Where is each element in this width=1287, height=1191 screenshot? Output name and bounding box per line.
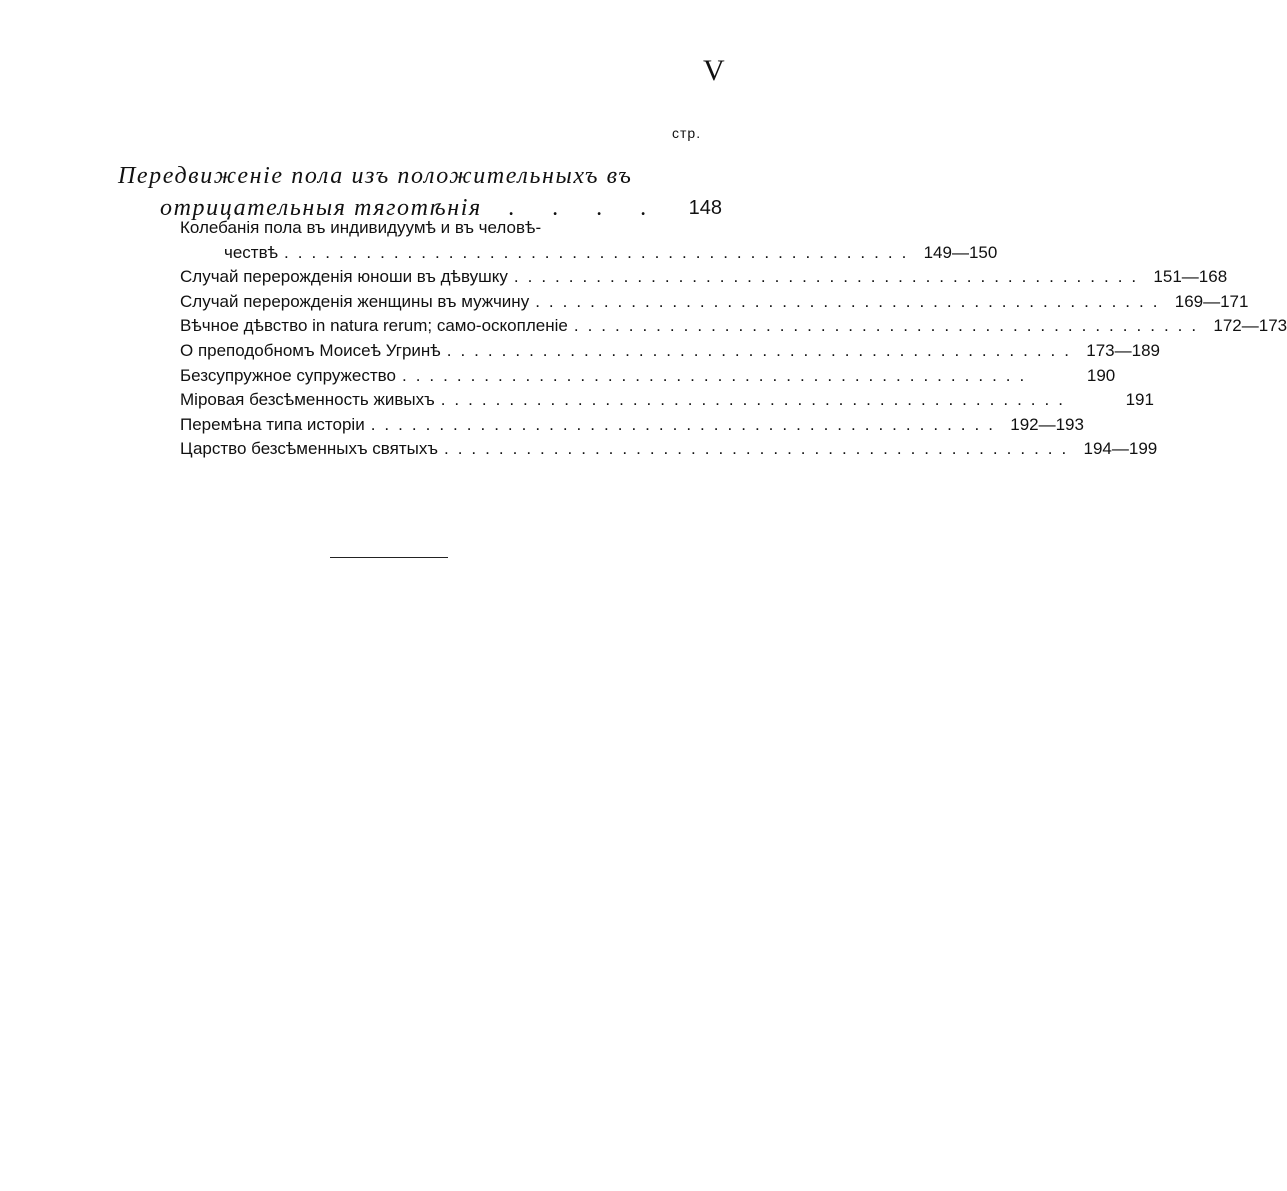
toc-entry [180,218,720,243]
toc-entries [180,218,1287,464]
toc-entry-page: 194—199 [1083,439,1158,459]
page-number: V [703,54,725,87]
dot-leader: . . . . [508,195,663,221]
dot-leader: .............................................. [370,414,1002,434]
dot-leader: .............................................. [443,439,1076,459]
section-title-line2: отрицательныя тяготѣнія [160,195,482,221]
toc-entry-text: Случай перерожденія женщины въ мужчину [180,291,530,311]
toc-entry-page: 169—171 [1174,291,1249,311]
toc-entry-page: 173—189 [1086,340,1160,360]
toc-entry-page: 191 [1125,390,1154,410]
toc-entry-page: 151—168 [1153,267,1228,287]
section-title-line1: Передвиженіе пола изъ положительныхъ въ [118,163,633,189]
toc-entry-page: 192—193 [1010,414,1084,434]
section-heading [118,160,722,224]
toc-entry-page: 172—173 [1213,316,1287,336]
section-divider [330,557,448,558]
dot-leader: .............................................. [440,390,1072,410]
toc-entry-text: Царство безсѣменныхъ святыхъ [180,439,438,459]
toc-entry-text: Случай перерожденія юноши въ дѣвушку [180,267,508,287]
toc-entry [180,267,1228,292]
toc-entry [180,390,1154,415]
dot-leader: .............................................. [573,316,1206,336]
dot-leader: .............................................. [535,291,1167,311]
section-page: 148 [688,197,722,219]
dot-leader: .............................................. [284,242,916,262]
toc-entry-text: О преподобномъ Моисеѣ Угринѣ [180,340,441,360]
page-column-header: стр. [672,125,702,141]
toc-entry-text: чествѣ [224,242,279,262]
toc-entry-text: Міровая безсѣменность живыхъ [180,390,435,410]
dot-leader: .............................................. [401,365,1034,385]
toc-entry [180,242,998,268]
toc-entry [180,291,1249,317]
dot-leader: .............................................. [446,340,1078,360]
toc-entry [180,316,1287,341]
toc-entry-text: Колебанія пола въ индивидуумѣ и въ человѣ- [180,218,542,237]
dot-leader: .............................................. [513,267,1146,287]
toc-entry-page: 149—150 [923,242,998,262]
toc-entry [180,365,1116,391]
toc-entry [180,439,1158,464]
toc-entry-text: Безсупружное супружество [180,365,396,385]
toc-entry [180,340,1160,366]
toc-entry-text: Вѣчное дѣвство in natura rerum; само-оскопленіе [180,316,568,336]
toc-entry-page: 190 [1086,365,1116,385]
toc-entry-text: Перемѣна типа исторіи [180,414,365,434]
toc-entry [180,414,1084,440]
